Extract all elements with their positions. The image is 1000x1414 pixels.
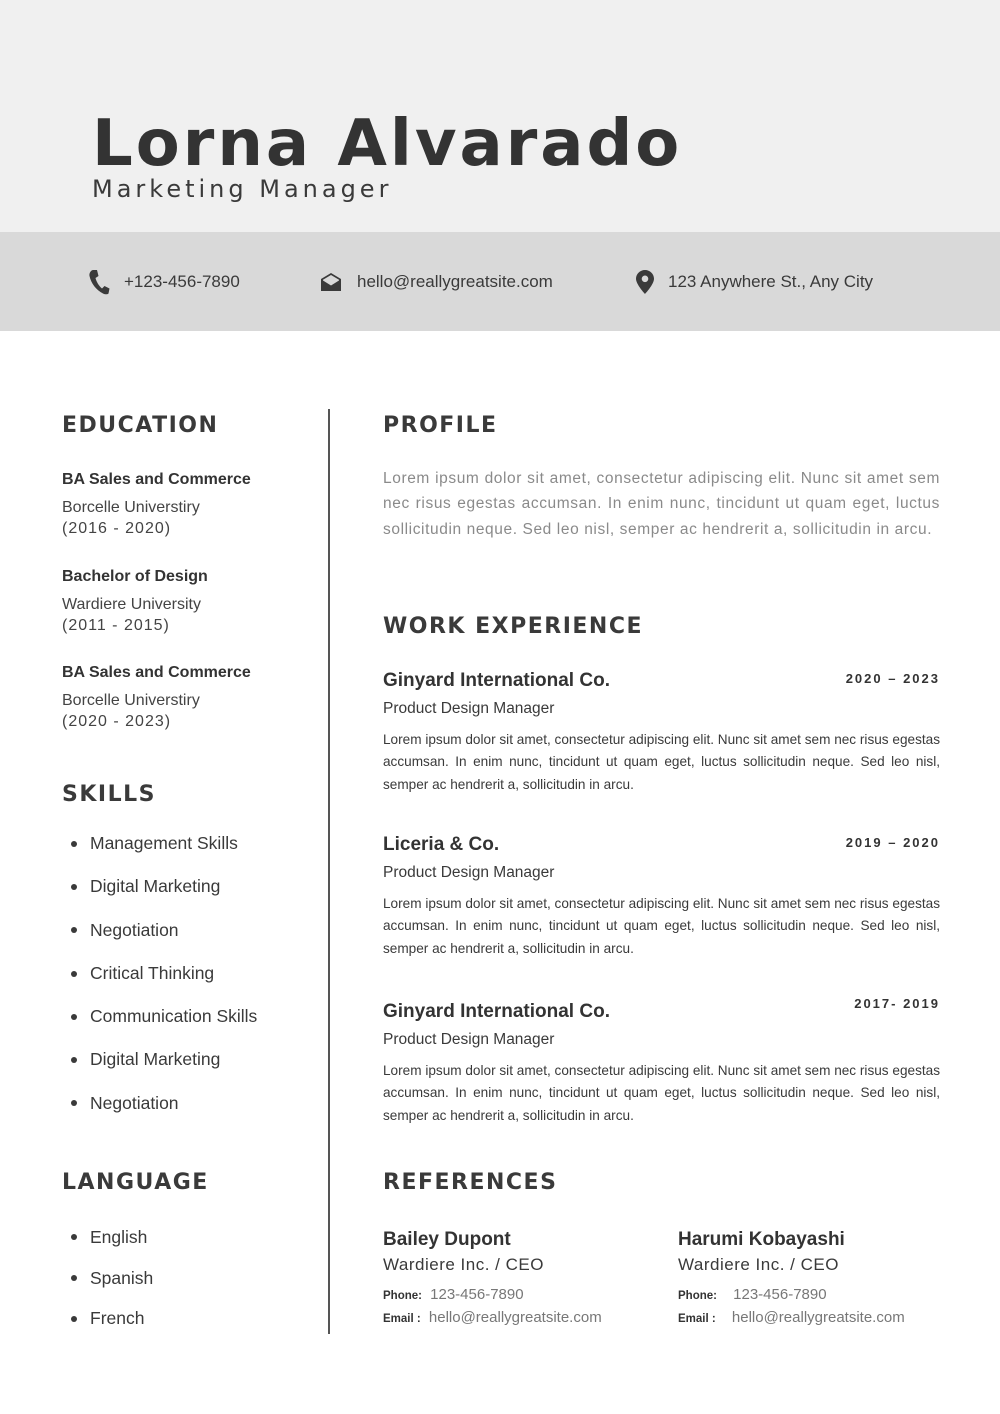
job-years: 2019 – 2020 xyxy=(845,835,940,850)
education-school: Borcelle Universtiry xyxy=(62,692,200,709)
education-degree: BA Sales and Commerce xyxy=(62,664,251,681)
work-experience-heading: WORK EXPERIENCE xyxy=(383,614,643,639)
language-item: French xyxy=(62,1298,153,1339)
location-pin-icon xyxy=(636,270,654,294)
contact-phone xyxy=(88,232,240,331)
skill-item: Negotiation xyxy=(62,909,257,952)
education-degree: BA Sales and Commerce xyxy=(62,471,251,488)
skill-item: Critical Thinking xyxy=(62,952,257,995)
contact-bar xyxy=(0,232,1000,331)
skill-item: Communication Skills xyxy=(62,995,257,1038)
job-role: Product Design Manager xyxy=(383,1031,555,1048)
education-entry xyxy=(62,469,312,539)
reference-phone xyxy=(678,1284,948,1307)
reference-email-label: Email : xyxy=(678,1313,716,1325)
education-years: (2011 - 2015) xyxy=(62,617,170,634)
reference-phone-value: 123-456-7890 xyxy=(733,1286,827,1303)
job-company: Ginyard International Co. xyxy=(383,670,610,691)
job-company: Ginyard International Co. xyxy=(383,1001,610,1022)
person-title: Marketing Manager xyxy=(92,175,393,203)
skills-list xyxy=(62,822,257,1125)
reference-email-value: hello@reallygreatsite.com xyxy=(428,1309,602,1326)
skill-item: Management Skills xyxy=(62,822,257,865)
education-school: Wardiere University xyxy=(62,596,201,613)
language-item: Spanish xyxy=(62,1258,153,1299)
reference-phone-label: Phone: xyxy=(383,1290,422,1302)
education-years: (2020 - 2023) xyxy=(62,713,172,730)
job-years: 2017- 2019 xyxy=(854,996,940,1011)
reference-email xyxy=(383,1307,653,1330)
language-heading: LANGUAGE xyxy=(62,1170,209,1195)
job-entry xyxy=(383,996,940,1127)
skill-item: Negotiation xyxy=(62,1082,257,1125)
column-divider xyxy=(328,409,330,1334)
profile-heading: PROFILE xyxy=(383,413,498,438)
job-role: Product Design Manager xyxy=(383,700,555,717)
job-company: Liceria & Co. xyxy=(383,834,500,855)
education-entry xyxy=(62,566,312,636)
education-heading: EDUCATION xyxy=(62,413,219,438)
job-entry xyxy=(383,833,940,960)
profile-text: Lorem ipsum dolor sit amet, consectetur adipiscing elit. Nunc sit amet sem nec risus egestas accumsan. In enim nunc, tincidunt ut quam eget, luctus sollicitudin neque. Sed leo nisl, semper ac hendrerit a, sollicitudin in arcu. xyxy=(383,470,940,538)
reference-phone-label: Phone: xyxy=(678,1290,717,1302)
contact-address xyxy=(636,232,873,331)
job-description: Lorem ipsum dolor sit amet, consectetur adipiscing elit. Nunc sit amet sem nec risus egestas accumsan. In enim nunc, tincidunt ut quam eget, luctus sollicitudin neque. Sed leo nisl, semper ac hendrerit a, sollicitudin in arcu. xyxy=(383,896,940,956)
header xyxy=(0,0,1000,232)
education-degree: Bachelor of Design xyxy=(62,568,208,585)
reference-email xyxy=(678,1307,948,1330)
contact-email xyxy=(319,232,553,331)
reference-name: Harumi Kobayashi xyxy=(678,1229,845,1250)
skill-item: Digital Marketing xyxy=(62,865,257,908)
reference-card xyxy=(383,1228,653,1330)
reference-phone-value: 123-456-7890 xyxy=(430,1286,524,1303)
phone-icon xyxy=(88,269,110,295)
contact-email-text: hello@reallygreatsite.com xyxy=(357,271,553,291)
envelope-icon xyxy=(319,272,343,292)
reference-company: Wardiere Inc. / CEO xyxy=(678,1255,839,1274)
job-role: Product Design Manager xyxy=(383,864,555,881)
reference-name: Bailey Dupont xyxy=(383,1229,511,1250)
reference-email-label: Email : xyxy=(383,1313,421,1325)
job-entry xyxy=(383,669,940,796)
job-years: 2020 – 2023 xyxy=(845,671,940,686)
language-list xyxy=(62,1217,153,1339)
skills-heading: SKILLS xyxy=(62,782,156,807)
education-years: (2016 - 2020) xyxy=(62,520,172,537)
references-heading: REFERENCES xyxy=(383,1170,558,1195)
contact-address-text: 123 Anywhere St., Any City xyxy=(668,271,874,291)
person-name: Lorna Alvarado xyxy=(92,107,683,181)
contact-phone-text: +123-456-7890 xyxy=(124,271,240,291)
language-item: English xyxy=(62,1217,153,1258)
reference-card xyxy=(678,1228,948,1330)
job-description: Lorem ipsum dolor sit amet, consectetur adipiscing elit. Nunc sit amet sem nec risus egestas accumsan. In enim nunc, tincidunt ut quam eget, luctus sollicitudin neque. Sed leo nisl, semper ac hendrerit a, sollicitudin in arcu. xyxy=(383,1063,940,1123)
skill-item: Digital Marketing xyxy=(62,1038,257,1081)
education-school: Borcelle Universtiry xyxy=(62,499,200,516)
reference-email-value: hello@reallygreatsite.com xyxy=(731,1309,905,1326)
job-description: Lorem ipsum dolor sit amet, consectetur adipiscing elit. Nunc sit amet sem nec risus egestas accumsan. In enim nunc, tincidunt ut quam eget, luctus sollicitudin neque. Sed leo nisl, semper ac hendrerit a, sollicitudin in arcu. xyxy=(383,732,940,792)
education-entry xyxy=(62,662,312,732)
reference-company: Wardiere Inc. / CEO xyxy=(383,1255,544,1274)
reference-phone xyxy=(383,1284,653,1307)
